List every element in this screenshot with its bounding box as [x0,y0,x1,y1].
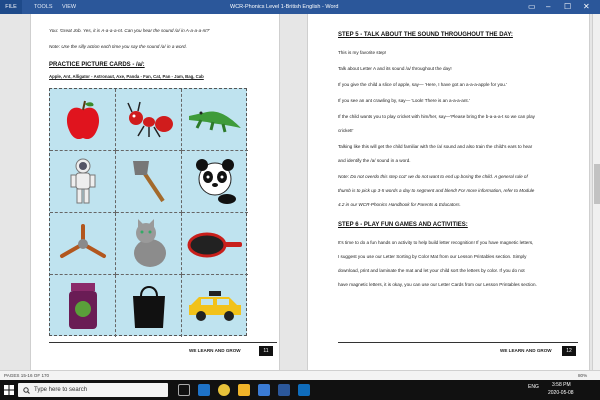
card-apple [50,89,116,151]
card-panda [182,151,248,213]
card-astronaut [50,151,116,213]
step6-heading: STEP 6 - PLAY FUN GAMES AND ACTIVITIES: [338,222,468,228]
apple-icon [63,98,103,142]
tab-tools[interactable]: TOOLS [34,4,53,10]
note-line: Note: Use the silly action each time you say the sound /a/ in a word. [49,44,187,49]
note-paragraph: 4.2 in our WCR-Phonics Handbook for Parents & Educators. [338,202,461,207]
paragraph: I suggest you use our Letter Sorting by Color Mat from our Lesson Printables section. Simply [338,254,527,259]
quote-line: You: 'Great Job. Yes, it is A-a-a-a-nt. Can you hear the sound /a/ in A-a-a-a-nt?' [49,28,210,33]
ant-icon [124,100,174,140]
paragraph: Talking like this will get the child familiar with the /a/ sound and also train the child's ears to hear [338,144,533,149]
taskbar-search-input[interactable]: Type here to search [18,383,168,397]
vertical-scrollbar[interactable] [592,14,600,370]
paragraph: have magnetic letters, it is okay, you can use our Letter Cards from our Lesson Printables section. [338,282,537,287]
paragraph: If the child wants you to play cricket with him/her, say—'Please bring the b-a-a-a-t so we can play [338,114,535,119]
taskbar [0,380,600,400]
page-left [30,14,280,370]
ribbon-options-icon[interactable]: ▭ [528,2,536,11]
word-icon[interactable] [278,384,290,396]
step5-heading: STEP 5 - TALK ABOUT THE SOUND THROUGHOUT THE DAY: [338,32,513,38]
footer-text: WE LEARN AND GROW [500,348,552,353]
clock-date[interactable]: 2020-05-08 [548,390,574,396]
card-ant [116,89,182,151]
search-icon [23,387,30,394]
app-icon[interactable] [298,384,310,396]
file-explorer-icon[interactable] [238,384,250,396]
cat-icon [126,219,172,269]
word-list: Apple, Ant, Alligator - Astronaut, Axe, Panda - Fan, Cat, Pan - Jam, Bag, Cab [49,74,204,79]
paragraph: cricket!' [338,128,354,133]
paragraph: This is my favorite step! [338,50,387,55]
paragraph: If you give the child a slice of apple, say— 'Here, I have got an a-a-a-apple for you.' [338,82,508,87]
zoom-level[interactable]: 80% [578,373,588,378]
practice-heading: PRACTICE PICTURE CARDS - /a/: [49,62,145,68]
bag-icon [129,282,169,330]
card-jam [50,275,116,337]
footer-line [49,342,277,343]
note-paragraph: thumb is to pick up 3-5 words a day to segment and blend! For more information, refer to Module [338,188,535,193]
mail-icon[interactable] [258,384,270,396]
jam-icon [65,281,101,331]
page-count: PAGES 15-16 OF 170 [4,373,50,378]
alligator-icon [187,102,243,138]
scrollbar-thumb[interactable] [594,164,600,204]
fan-icon [58,224,108,264]
paragraph: Talk about Letter A and its sound /a/ throughout the day! [338,66,452,71]
footer-text: WE LEARN AND GROW [189,348,241,353]
title-bar [0,0,600,14]
close-icon[interactable]: ✕ [583,2,590,11]
footer-line [338,342,578,343]
chrome-icon[interactable] [218,384,230,396]
paragraph: download, print and laminate the mat and let your child sort the letters by color. If you do not [338,268,525,273]
document-area [0,14,600,370]
card-bag [116,275,182,337]
card-cab [182,275,248,337]
card-fan [50,213,116,275]
page-right [307,14,590,370]
card-pan [182,213,248,275]
minimize-icon[interactable]: – [546,2,551,11]
paragraph: If you see an ant crawling by, say— 'Look! There is an a-a-a-ant.' [338,98,470,103]
page-number: 12 [562,346,576,356]
paragraph: It's time to do a fun hands on activity to help build letter recognition! If you have magnetic letters, [338,240,534,245]
card-cat [116,213,182,275]
task-view-icon[interactable] [178,384,190,396]
pan-icon [187,229,243,259]
tab-view[interactable]: VIEW [62,4,77,10]
edge-icon[interactable] [198,384,210,396]
axe-icon [129,159,169,205]
cab-icon [187,289,243,323]
clock-time[interactable]: 3:58 PM [552,382,571,388]
picture-card-grid [49,88,247,336]
page-number: 11 [259,346,273,356]
language-indicator[interactable]: ENG [528,384,539,390]
paragraph: and identify the /a/ sound in a word. [338,158,411,163]
maximize-icon[interactable]: ☐ [564,2,572,11]
window-title: WCR-Phonics Level 1-British English - Word [230,4,339,10]
status-bar [0,370,600,380]
note-paragraph: Note: Do not overdo this step coz' we do not want to end up boring the child. A general rule of [338,174,528,179]
card-alligator [182,89,248,151]
astronaut-icon [68,157,98,207]
panda-icon [191,159,239,205]
card-axe [116,151,182,213]
windows-start-icon[interactable] [4,385,14,395]
tab-file[interactable]: FILE [0,0,22,14]
